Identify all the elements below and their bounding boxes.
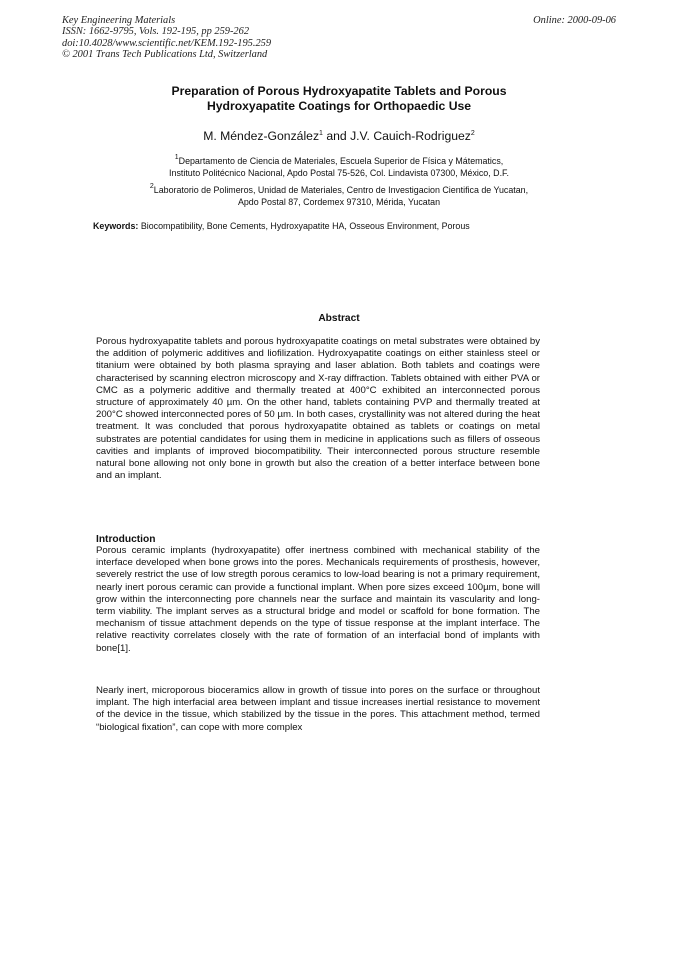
- author-2: J.V. Cauich-Rodriguez: [350, 129, 471, 143]
- keywords-text: Biocompatibility, Bone Cements, Hydroxyapatite HA, Osseous Environment, Porous: [138, 221, 470, 231]
- affiliation-1-mark: 1: [174, 154, 179, 161]
- affiliation-1-line-1: Departamento de Ciencia de Materiales, Escuela Superior de Física y Mátematics,: [178, 156, 504, 166]
- introduction-heading: Introduction: [96, 534, 156, 545]
- author-separator: and: [322, 129, 351, 143]
- paper-title: [0, 84, 678, 113]
- author-list: [0, 127, 678, 143]
- affiliation-1: [0, 152, 678, 179]
- abstract-text: Porous hydroxyapatite tablets and porous hydroxyapatite coatings on metal substrates were obtained by the addition of polymeric additives and liofilization. Hydroxyapatite coatings on either stainless steel or titanium were obtained by both plasma spraying and laser ablation. Both tablets and coatings were characterised by scanning electron microscopy and X-ray diffraction. Tablets obtained with either PVA or CMC as a polymeric additive and thermally treated at 400°C exhibited an interconnected porous structure of approximately 40 µm. On the other hand, tablets containing PVP and thermally treated at 200°C showed interconnected pores of 50 µm. In both cases, crystallinity was not altered during the heat treatment. It was concluded that porous hydroxyapatite obtained as tablets or coatings on metal substrates are potential candidates for using them in medicine in applications such as fillers of osseous cavities and implants of improved biocompatibility. Their interconnected porous structure resemble natural bone allowing not only bone in growth but also the creation of a better interface between bone and an implant.: [96, 336, 540, 482]
- title-line-1: Preparation of Porous Hydroxyapatite Tablets and Porous: [171, 84, 507, 98]
- copyright-line: © 2001 Trans Tech Publications Ltd, Switzerland: [62, 49, 268, 61]
- online-date: Online: 2000-09-06: [533, 15, 616, 26]
- title-line-2: Hydroxyapatite Coatings for Orthopaedic Use: [206, 98, 472, 113]
- author-2-affiliation-mark: 2: [470, 130, 475, 137]
- abstract-heading: Abstract: [318, 313, 360, 324]
- affiliation-2-mark: 2: [149, 183, 154, 190]
- keywords: [93, 220, 470, 232]
- journal-meta: [62, 15, 271, 61]
- author-1-affiliation-mark: 1: [319, 130, 323, 137]
- doi-line: doi:10.4028/www.scientific.net/KEM.192-195.259: [62, 37, 272, 49]
- journal-name: Key Engineering Materials: [62, 15, 176, 26]
- keywords-label: Keywords:: [93, 221, 139, 231]
- affiliation-2: [0, 181, 678, 208]
- affiliation-1-line-2: Instituto Politécnico Nacional, Apdo Postal 75-526, Col. Lindavista 07300, México, D.F.: [169, 168, 509, 178]
- affiliation-2-line-1: Laboratorio de Polimeros, Unidad de Materiales, Centro de Investigacion Cientifica de Yucatan,: [153, 185, 529, 195]
- introduction-paragraph-2: Nearly inert, microporous bioceramics allow in growth of tissue into pores on the surface or throughout implant. The high interfacial area between implant and tissue increases inertial resistance to movement of the device in the tissue, which stabilized by the tissue in the pores. This attachment method, termed “biological fixation”, can cope with more complex: [96, 685, 540, 733]
- issn-line: ISSN: 1662-9795, Vols. 192-195, pp 259-262: [62, 26, 250, 38]
- author-1: M. Méndez-González: [203, 129, 320, 143]
- affiliation-2-line-2: Apdo Postal 87, Cordemex 97310, Mérida, Yucatan: [237, 197, 441, 207]
- introduction-paragraph-1: Porous ceramic implants (hydroxyapatite) offer inertness combined with mechanical stability of the interface developed when bone grows into the pores. Mechanicals requirements of prosthesis, however, severely restrict the use of low stregth porous ceramics to low-load bearing is not a primary requirement, nearly inert porous ceramic can provide a functional implant. When pore sizes exceed 100µm, bone will grow within the interconnecting pore channels near the surface and maintain its vascularity and long-term viability. The implant serves as a structural bridge and model or scaffold for bone formation. The mechanism of tissue attachment depends on the type of tissue response at the implant interface. The relative reactivity correlates closely with the rate of formation of an interfacial bond of implants with bone[1].: [96, 545, 540, 654]
